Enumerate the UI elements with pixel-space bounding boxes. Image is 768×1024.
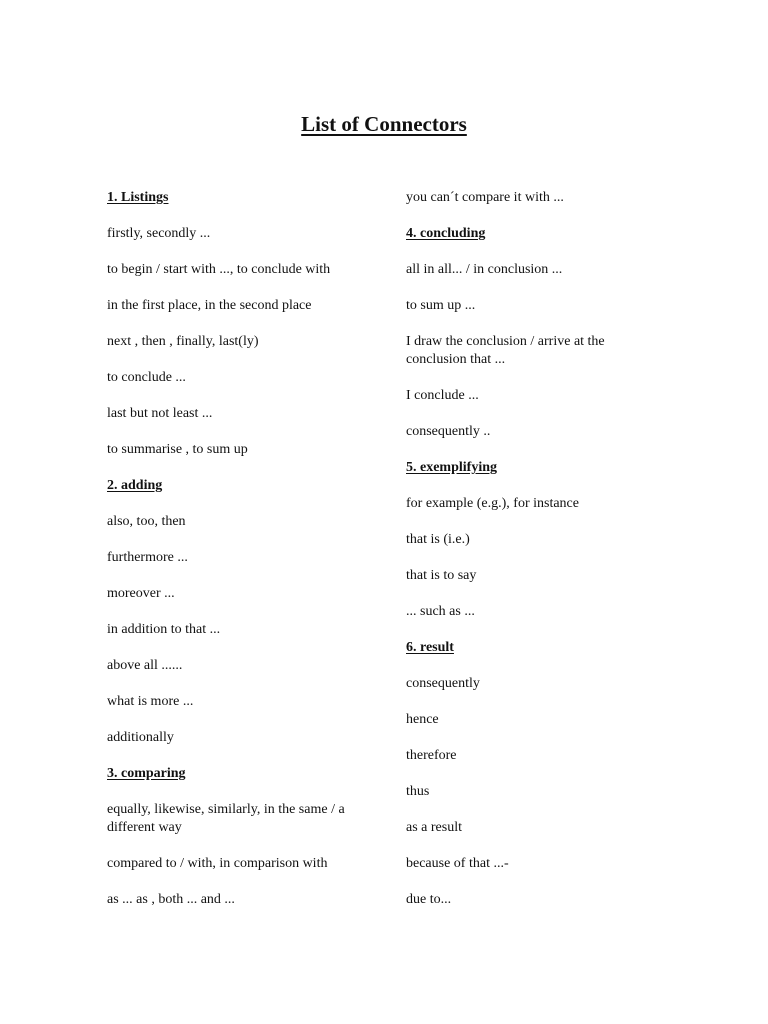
connector-item: I conclude ...: [406, 388, 479, 403]
connector-item: in addition to that ...: [107, 622, 221, 637]
connector-item: that is to say: [406, 568, 477, 583]
connector-item: also, too, then: [107, 514, 186, 529]
right-column: [406, 189, 636, 927]
connector-item: firstly, secondly ...: [107, 226, 211, 241]
section-heading: 6. result: [406, 640, 454, 655]
connector-item: moreover ...: [107, 586, 175, 601]
section-heading: 1. Listings: [107, 190, 169, 205]
connector-item: in the first place, in the second place: [107, 298, 312, 313]
connector-item: next , then , finally, last(ly): [107, 334, 259, 349]
connector-item: you can´t compare it with ...: [406, 190, 564, 205]
connector-item: what is more ...: [107, 694, 194, 709]
connector-item: for example (e.g.), for instance: [406, 496, 579, 511]
section-heading: 3. comparing: [107, 766, 186, 781]
connector-item: consequently: [406, 676, 480, 691]
connector-item: furthermore ...: [107, 550, 188, 565]
connector-item: because of that ...-: [406, 856, 509, 871]
left-column: [107, 189, 357, 927]
connector-item: to summarise , to sum up: [107, 442, 248, 457]
connector-item: due to...: [406, 892, 452, 907]
section-heading: 5. exemplifying: [406, 460, 497, 475]
connector-item: that is (i.e.): [406, 532, 470, 547]
connector-item: therefore: [406, 748, 457, 763]
page-title: List of Connectors: [301, 112, 467, 136]
section-heading: 2. adding: [107, 478, 163, 493]
connector-item: to begin / start with ..., to conclude with: [107, 262, 331, 277]
connector-item: thus: [406, 784, 430, 799]
connector-item: to sum up ...: [406, 298, 476, 313]
connector-item: as ... as , both ... and ...: [107, 892, 235, 907]
connector-item: above all ......: [107, 658, 183, 673]
connector-item: consequently ..: [406, 424, 491, 439]
connector-item: I draw the conclusion / arrive at the conclusion that ...: [406, 334, 605, 367]
connector-item: compared to / with, in comparison with: [107, 856, 328, 871]
connector-item: last but not least ...: [107, 406, 213, 421]
section-heading: 4. concluding: [406, 226, 486, 241]
connector-item: as a result: [406, 820, 462, 835]
connector-item: to conclude ...: [107, 370, 186, 385]
connector-item: additionally: [107, 730, 174, 745]
connector-item: ... such as ...: [406, 604, 475, 619]
connector-item: hence: [406, 712, 439, 727]
connector-item: all in all... / in conclusion ...: [406, 262, 563, 277]
connector-item: equally, likewise, similarly, in the same / a different way: [107, 802, 345, 835]
